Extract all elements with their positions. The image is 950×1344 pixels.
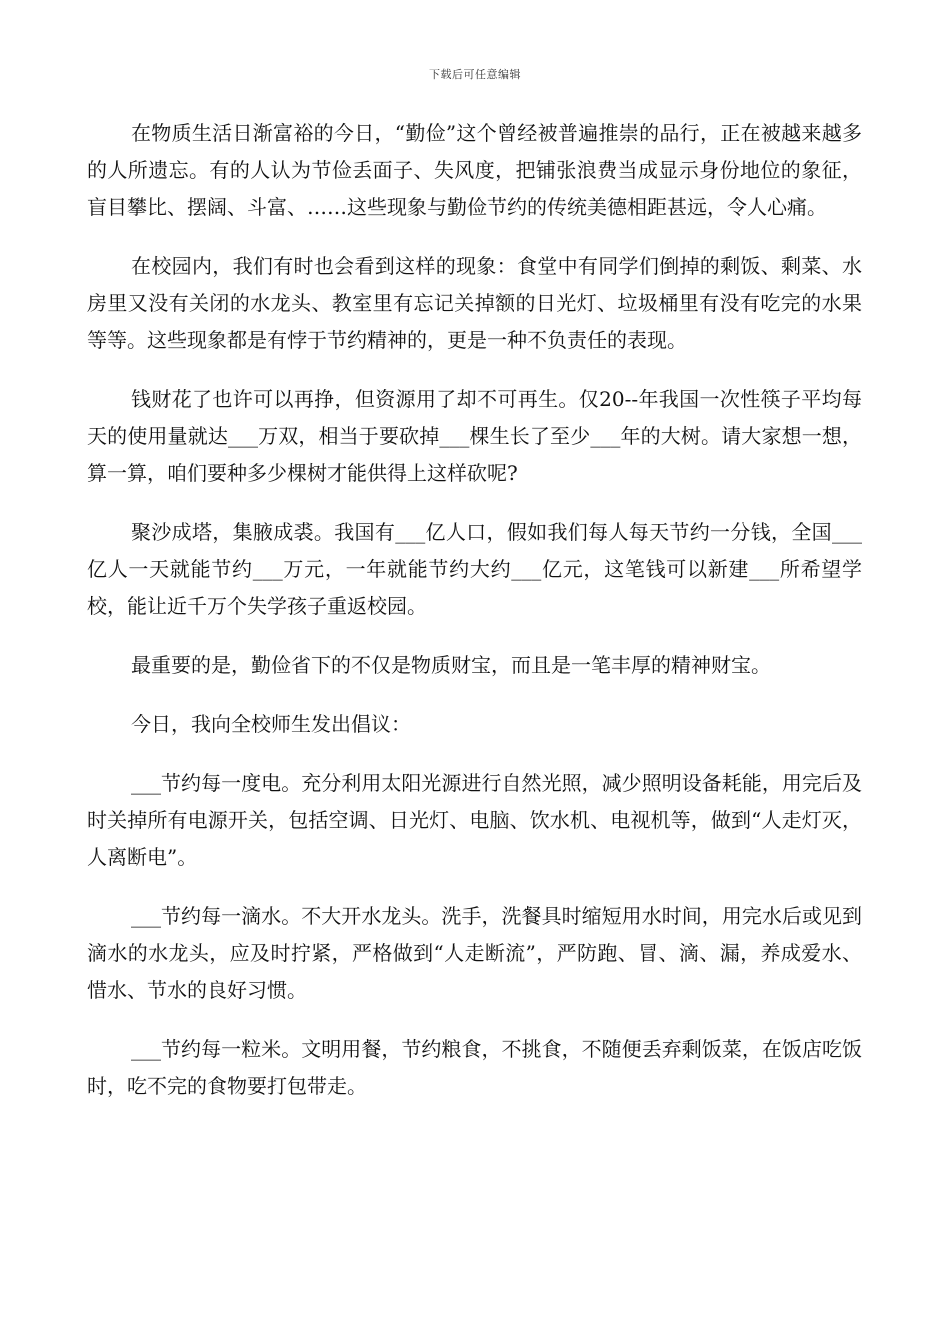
paragraph-rice: ___节约每一粒米。文明用餐，节约粮食，不挑食，不随便丢弃剩饭菜，在饭店吃饭时，吃不完的食物要打包带走。 <box>87 1037 862 1098</box>
paragraph-spiritual: 最重要的是，勤俭省下的不仅是物质财宝，而且是一笔丰厚的精神财宝。 <box>131 653 771 677</box>
paragraph-proposal: 今日，我向全校师生发出倡议： <box>131 712 411 736</box>
paragraph-resources: 钱财花了也许可以再挣，但资源用了却不可再生。仅20--年我国一次性筷子平均每天的使用量就达___万双，相当于要砍掉___棵生长了至少___年的大树。请大家想一想，算一算，咱们要种多少棵树才能供得上这样砍呢? <box>87 387 862 485</box>
paragraph-intro: 在物质生活日渐富裕的今日，“勤俭”这个曾经被普遍推崇的品行，正在被越来越多的人所遗忘。有的人认为节俭丢面子、失风度，把铺张浪费当成显示身份地位的象征，盲目攀比、摆阔、斗富、……这些现象与勤俭节约的传统美德相距甚远，令人心痛。 <box>87 121 862 219</box>
paragraph-water: ___节约每一滴水。不大开水龙头。洗手，洗餐具时缩短用水时间，用完水后或见到滴水的水龙头，应及时拧紧，严格做到“人走断流”，严防跑、冒、滴、漏，养成爱水、惜水、节水的良好习惯。 <box>87 904 862 1002</box>
paragraph-campus: 在校园内，我们有时也会看到这样的现象：食堂中有同学们倒掉的剩饭、剩菜、水房里又没有关闭的水龙头、教室里有忘记关掉额的日光灯、垃圾桶里有没有吃完的水果等等。这些现象都是有悖于节约精神的，更是一种不负责任的表现。 <box>87 254 862 352</box>
header-note: 下载后可任意编辑 <box>429 68 521 81</box>
paragraph-savings: 聚沙成塔，集腋成裘。我国有___亿人口，假如我们每人每天节约一分钱，全国___亿人一天就能节约___万元，一年就能节约大约___亿元，这笔钱可以新建___所希望学校，能让近千万个失学孩子重返校园。 <box>87 520 862 618</box>
paragraph-electricity: ___节约每一度电。充分利用太阳光源进行自然光照，减少照明设备耗能，用完后及时关掉所有电源开关，包括空调、日光灯、电脑、饮水机、电视机等，做到“人走灯灭，人离断电”。 <box>87 771 862 869</box>
document-body <box>87 115 862 1127</box>
